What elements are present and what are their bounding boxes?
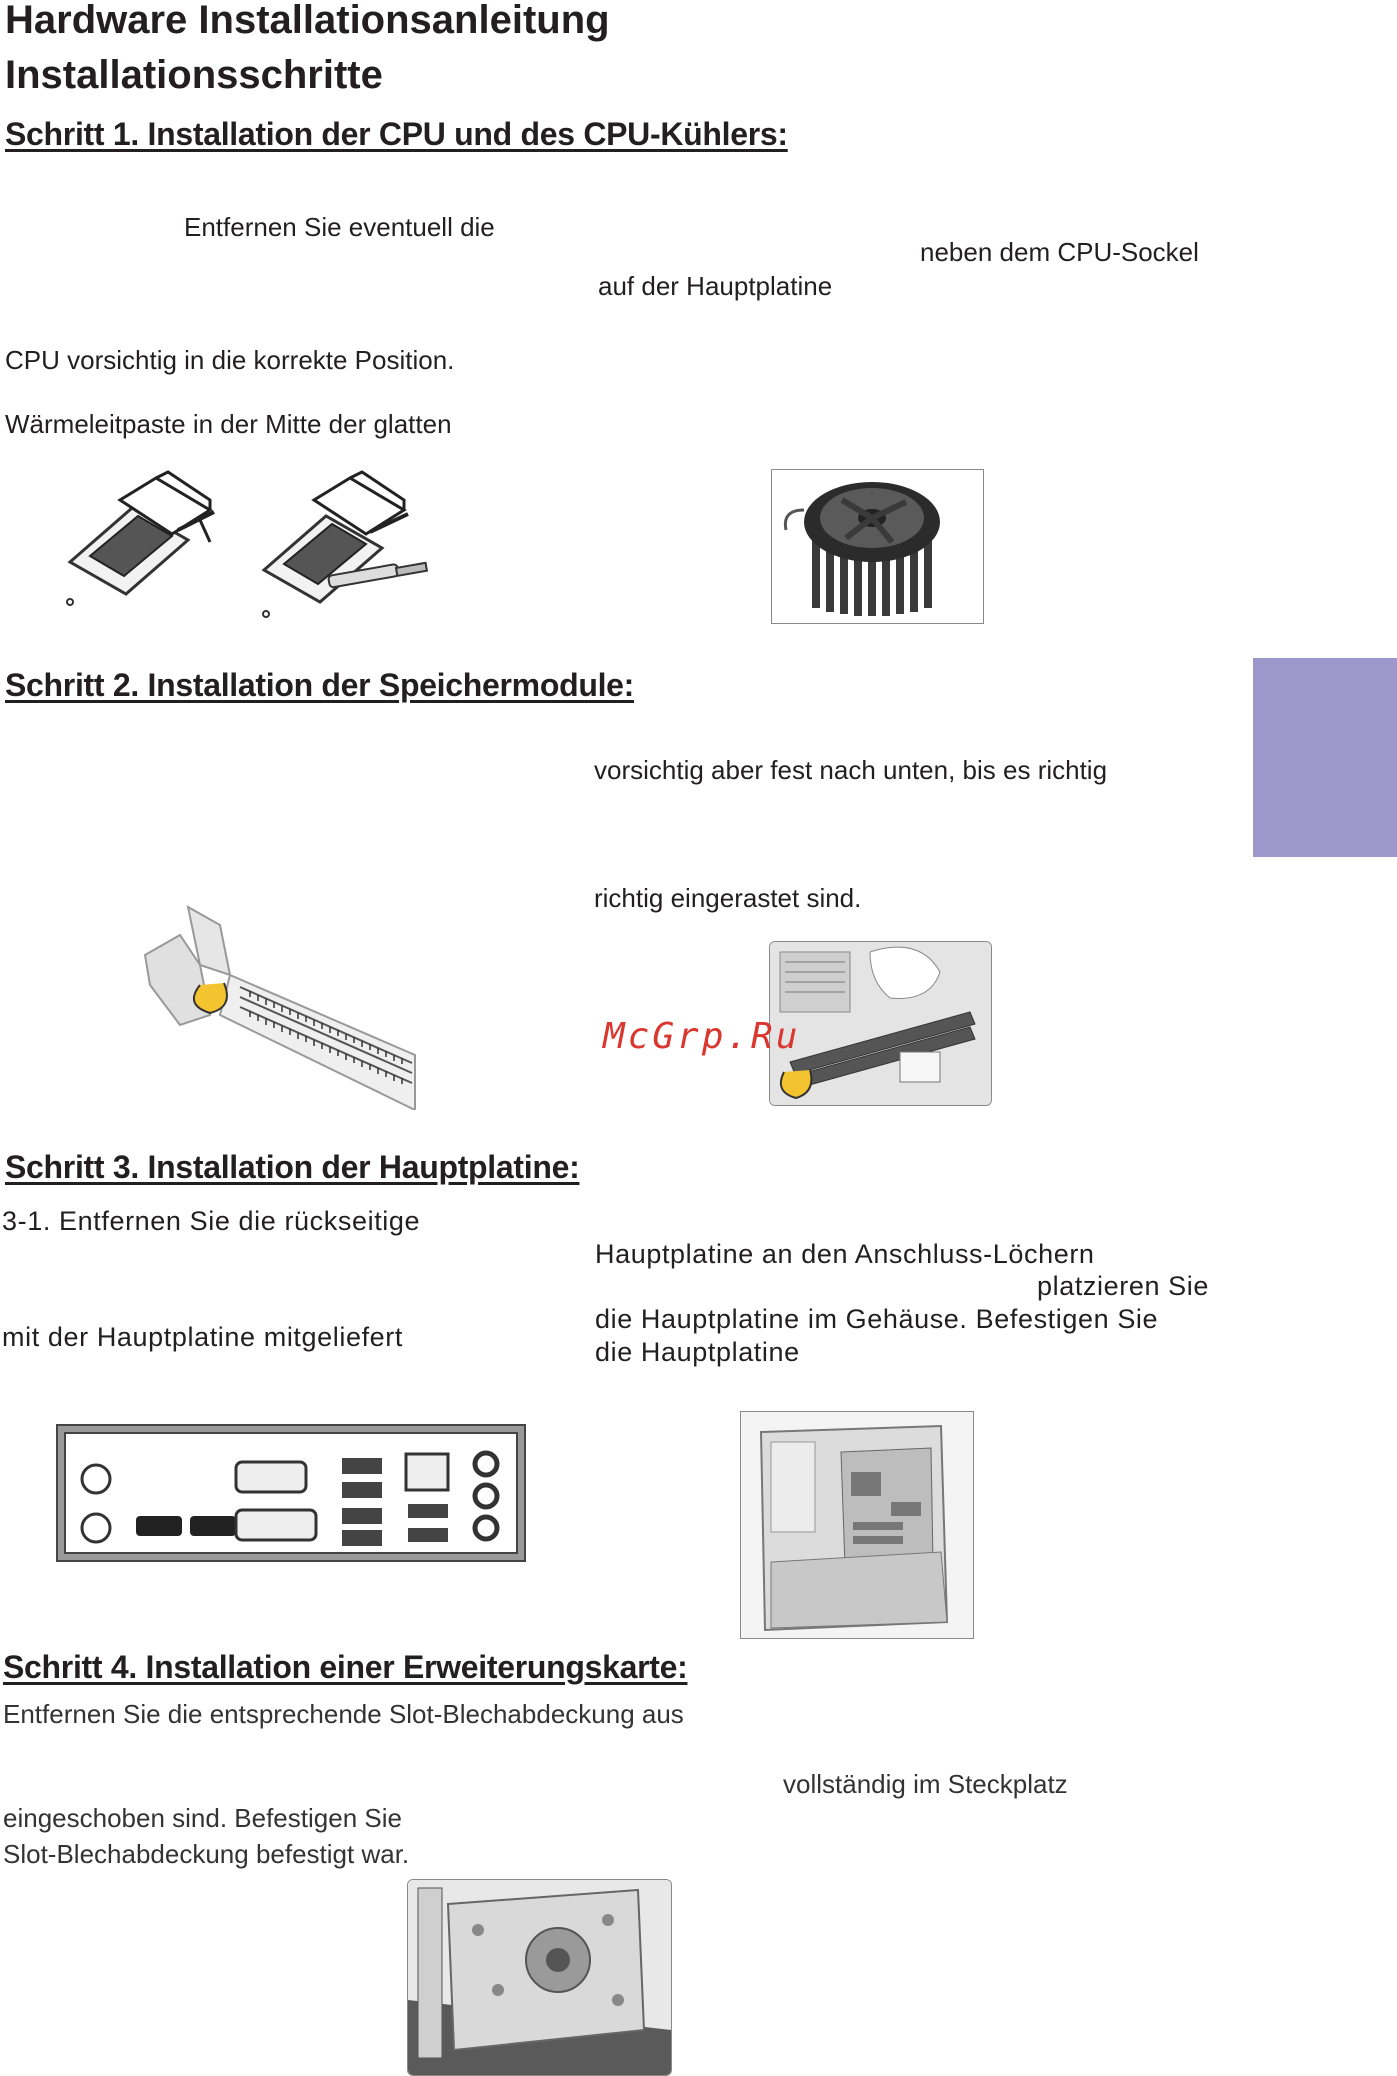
io-shield-illustration [56,1424,526,1562]
motherboard-in-case-photo [740,1411,974,1639]
step3-left-text-1: 3-1. Entfernen Sie die rückseitige [2,1206,421,1236]
page-subtitle: Installationsschritte [5,53,383,97]
expansion-card-photo [407,1879,672,2076]
step3-right-text-4: die Hauptplatine [595,1337,800,1367]
step3-right-text-3: die Hauptplatine im Gehäuse. Befestigen Sie [595,1304,1159,1334]
step4-heading: Schritt 4. Installation einer Erweiterungskarte: [3,1649,688,1685]
memory-install-photo [769,941,992,1106]
memory-slot-illustration [140,905,420,1110]
step1-text-4: CPU vorsichtig in die korrekte Position. [5,345,455,375]
step3-heading: Schritt 3. Installation der Hauptplatine: [5,1149,580,1185]
step4-text-1: Entfernen Sie die entsprechende Slot-Blechabdeckung aus [3,1699,684,1729]
page-title: Hardware Installationsanleitung [5,0,610,42]
step1-text-1: Entfernen Sie eventuell die [184,212,495,242]
step4-text-3: eingeschoben sind. Befestigen Sie [3,1803,402,1833]
step4-text-2: vollständig im Steckplatz [783,1769,1068,1799]
step4-text-4: Slot-Blechabdeckung befestigt war. [3,1839,410,1869]
thermal-paste-illustration [258,470,438,620]
step1-heading: Schritt 1. Installation der CPU und des CPU-Kühlers: [5,116,788,152]
cpu-socket-illustration [60,470,220,615]
step2-heading: Schritt 2. Installation der Speichermodule: [5,667,635,703]
step2-text-2: richtig eingerastet sind. [594,883,862,913]
step1-text-5: Wärmeleitpaste in der Mitte der glatten [5,409,452,439]
cpu-cooler-photo [771,469,984,624]
step2-text-1: vorsichtig aber fest nach unten, bis es richtig [594,755,1108,785]
step1-text-3: auf der Hauptplatine [598,271,833,301]
side-tab [1253,658,1397,857]
step3-right-text-2: platzieren Sie [1037,1271,1209,1301]
step1-text-2: neben dem CPU-Sockel [920,237,1199,267]
step3-left-text-2: mit der Hauptplatine mitgeliefert [2,1322,403,1352]
step3-right-text-1: Hauptplatine an den Anschluss-Löchern [595,1239,1095,1269]
watermark: McGrp.Ru [603,1016,801,1057]
